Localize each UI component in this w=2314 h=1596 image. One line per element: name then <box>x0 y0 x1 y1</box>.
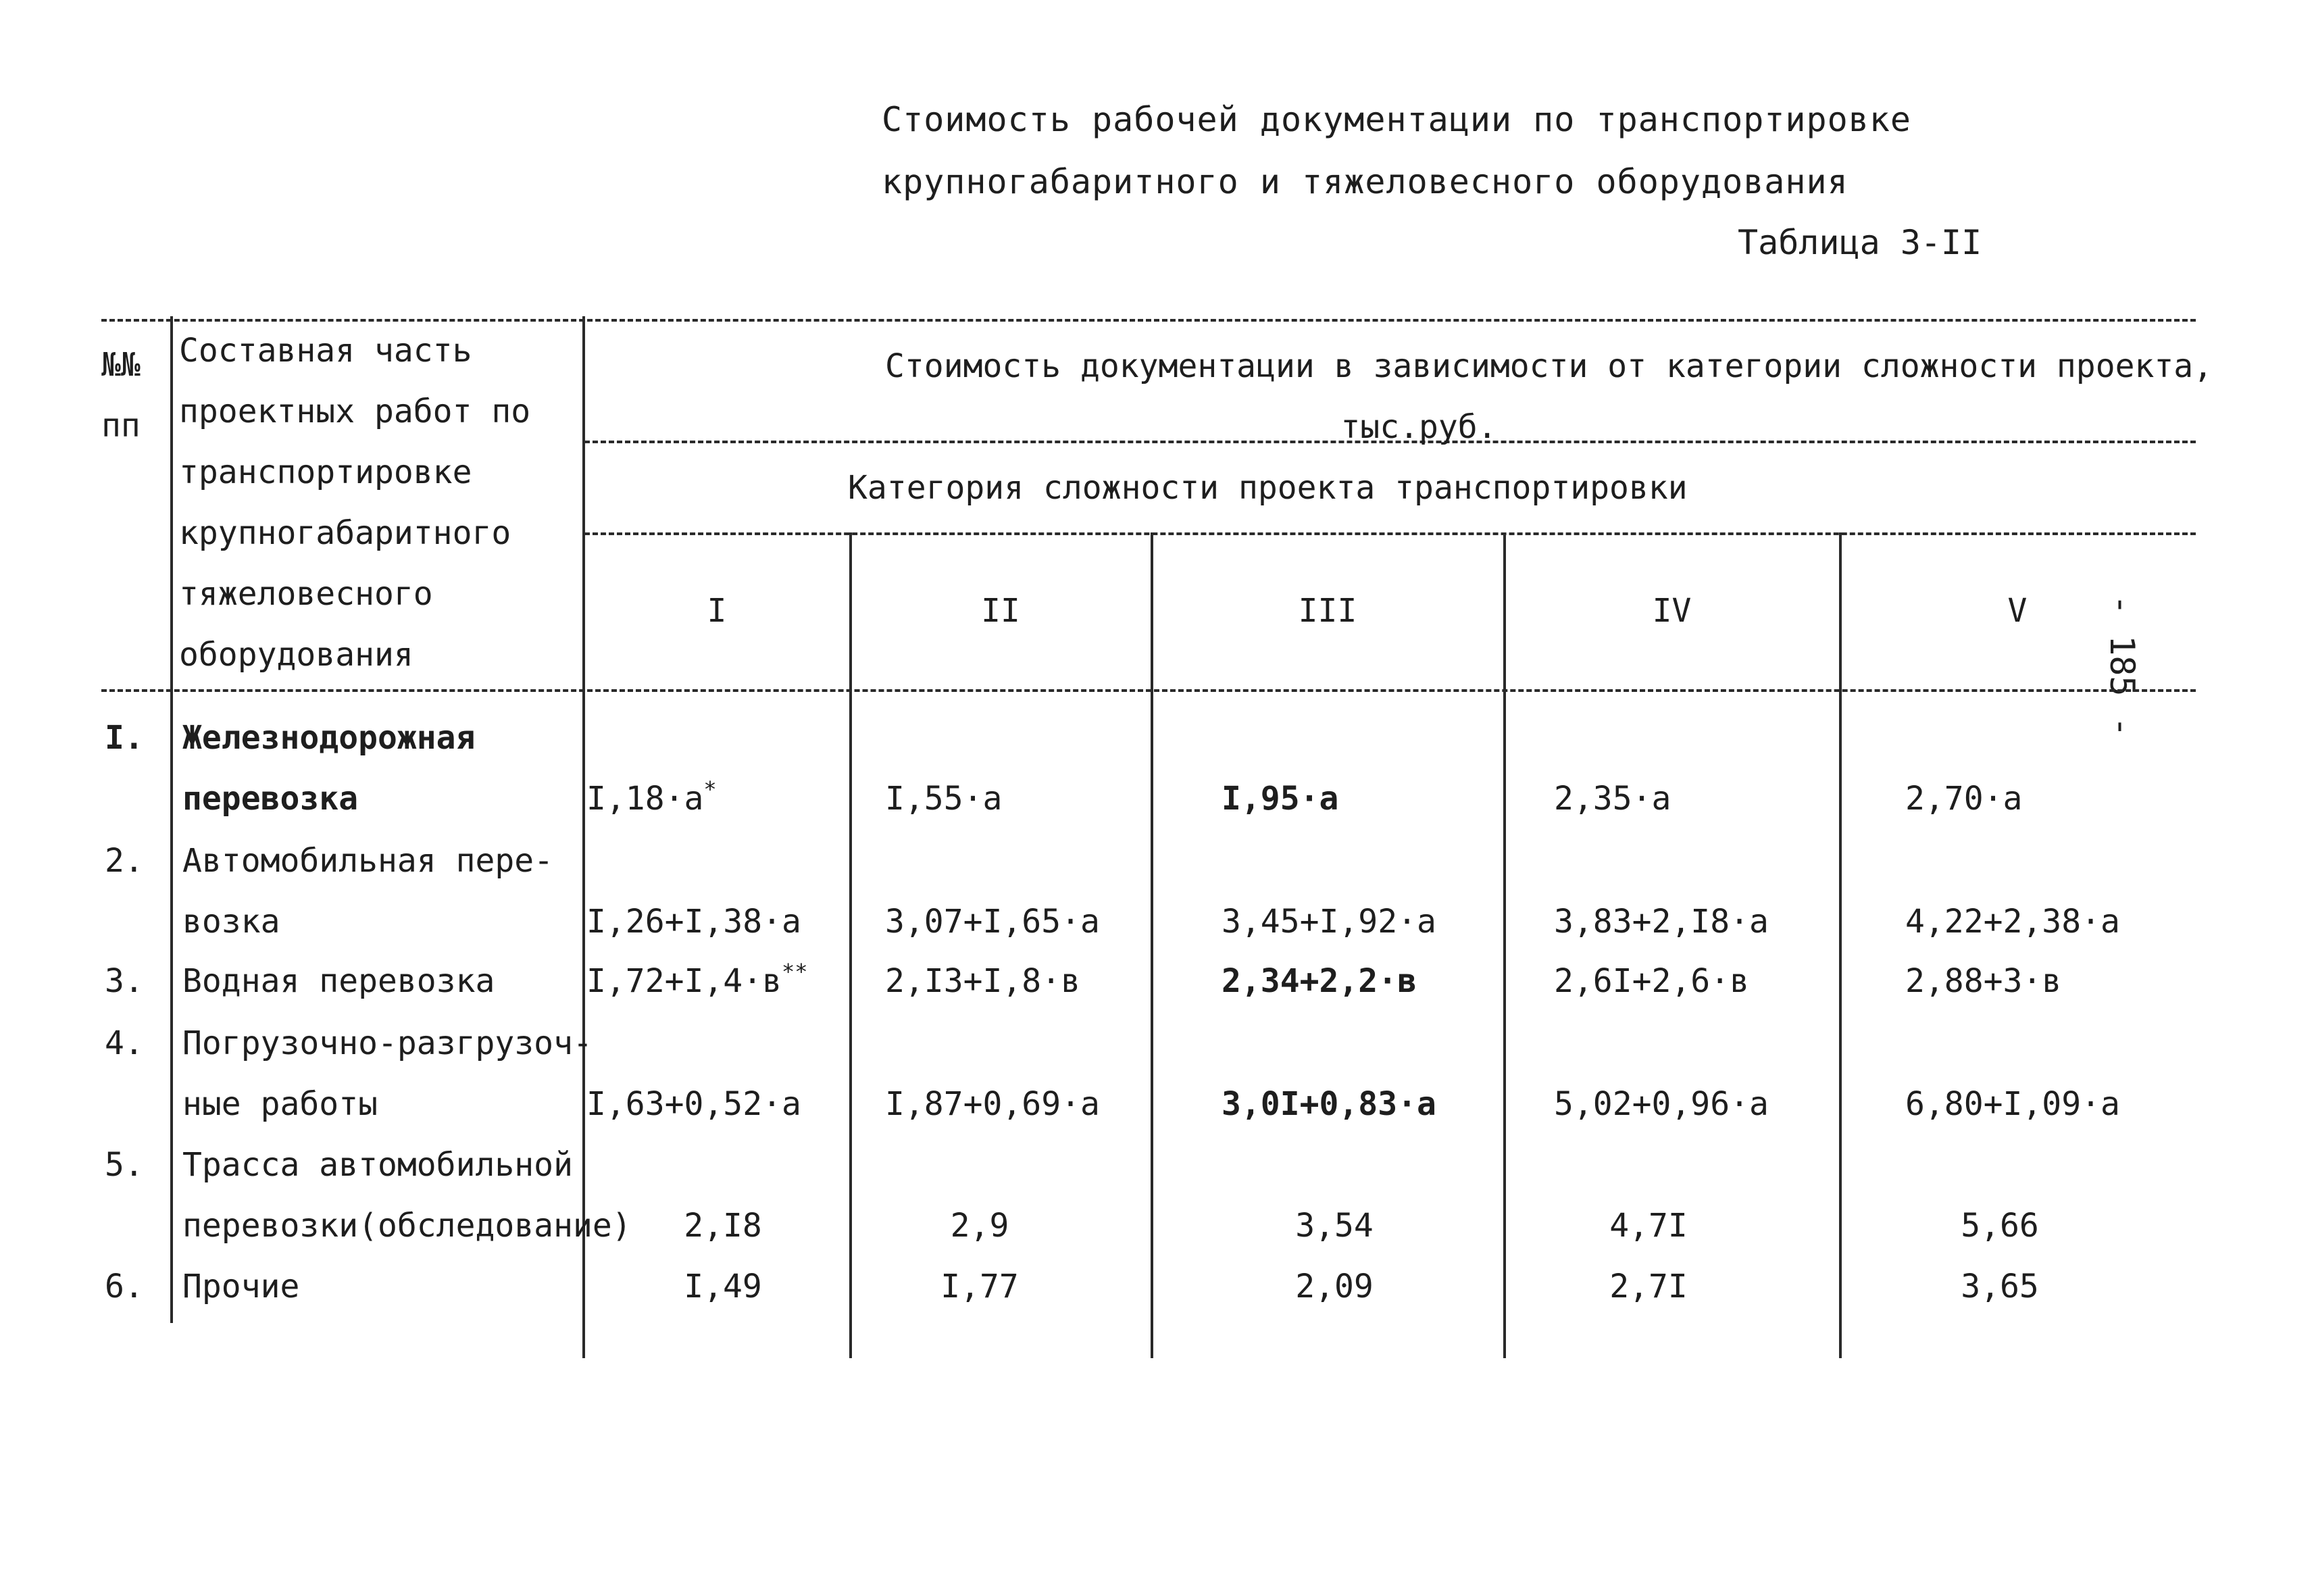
row-2-value-2: 3,07+I,65·a <box>885 903 1100 941</box>
num-col-header: №№ пп <box>101 346 141 445</box>
row-5-value-1: 2,I8 <box>684 1207 762 1245</box>
row-4-value-3: 3,0I+0,83·a <box>1222 1085 1436 1123</box>
row-2-value-3: 3,45+I,92·a <box>1222 903 1436 941</box>
row-1-value-1-footnote-mark: * <box>703 776 717 802</box>
row-1-name-line-1: Железнодорожная <box>182 719 476 757</box>
cost-header-line-1: Стоимость документации в зависимости от категории сложности проекта, <box>885 347 2213 385</box>
cost-header-line-2: тыс.руб. <box>1340 408 1497 446</box>
row-3-value-1-footnote-mark: ** <box>781 959 808 984</box>
part-col-header-line-2: проектных работ по <box>179 393 531 430</box>
table-label: Таблица 3-II <box>1738 223 1982 262</box>
part-col-header-line-5: тяжеловесного <box>179 575 433 613</box>
row-1-value-3: I,95·a <box>1222 780 1339 818</box>
row-5-value-3: 3,54 <box>1295 1207 1374 1245</box>
document-title-line-1: Стоимость рабочей документации по транспортировке <box>882 100 1912 139</box>
row-3-value-1-text: I,72+I,4·в <box>586 962 782 1000</box>
row-1-name-line-2: перевозка <box>182 780 359 818</box>
page-number: - 185 - <box>2103 595 2142 737</box>
header-bottom-rule <box>101 689 2196 692</box>
category-header-rule <box>584 532 2196 535</box>
row-1-value-4: 2,35·a <box>1554 780 1671 818</box>
num-col-divider <box>170 316 173 1323</box>
row-1-value-1 <box>586 776 717 818</box>
row-2-num: 2. <box>105 842 144 880</box>
part-col-header-line-4: крупногабаритного <box>179 514 511 552</box>
row-4-value-1: I,63+0,52·a <box>586 1085 801 1123</box>
row-6-name-line-1: Прочие <box>182 1268 300 1305</box>
category-label-1: I <box>707 592 727 630</box>
row-5-value-4: 4,7I <box>1609 1207 1688 1245</box>
row-1-value-1-text: I,18·a <box>586 780 704 818</box>
category-label-3: III <box>1298 592 1357 630</box>
row-3-value-4: 2,6I+2,6·в <box>1554 962 1749 1000</box>
category-header: Категория сложности проекта транспортировки <box>848 469 1688 507</box>
document-title-line-2: крупногабаритного и тяжеловесного оборудования <box>882 162 1848 201</box>
category-label-2: II <box>981 592 1020 630</box>
row-5-value-5: 5,66 <box>1961 1207 2039 1245</box>
category-label-4: IV <box>1652 592 1692 630</box>
part-col-header-line-6: оборудования <box>179 636 413 674</box>
row-4-name-line-2: ные работы <box>182 1085 378 1123</box>
row-2-value-5: 4,22+2,38·a <box>1905 903 2120 941</box>
cat-divider-1-2 <box>849 532 852 1358</box>
row-4-name-line-1: Погрузочно-разгрузоч- <box>182 1024 593 1062</box>
part-col-divider <box>582 316 585 1358</box>
row-3-value-3: 2,34+2,2·в <box>1222 962 1417 1000</box>
cat-divider-3-4 <box>1503 532 1506 1358</box>
row-3-value-2: 2,I3+I,8·в <box>885 962 1080 1000</box>
row-2-value-1: I,26+I,38·a <box>586 903 801 941</box>
cat-divider-4-5 <box>1839 532 1842 1358</box>
part-col-header-line-3: транспортировке <box>179 453 472 491</box>
row-4-num: 4. <box>105 1024 144 1062</box>
row-5-name-line-1: Трасса автомобильной <box>182 1146 573 1184</box>
row-3-name-line-1: Водная перевозка <box>182 962 495 1000</box>
row-6-value-3: 2,09 <box>1295 1268 1374 1305</box>
cat-divider-2-3 <box>1151 532 1153 1358</box>
row-6-value-1: I,49 <box>684 1268 762 1305</box>
row-1-value-5: 2,70·a <box>1905 780 2023 818</box>
table-top-rule <box>101 319 2196 322</box>
category-label-5: V <box>2007 592 2028 630</box>
row-2-value-4: 3,83+2,I8·a <box>1554 903 1769 941</box>
row-6-value-4: 2,7I <box>1609 1268 1688 1305</box>
row-3-value-1 <box>586 959 808 1000</box>
row-4-value-4: 5,02+0,96·a <box>1554 1085 1769 1123</box>
row-5-value-2: 2,9 <box>950 1207 1009 1245</box>
row-2-name-line-1: Автомобильная пере- <box>182 842 554 880</box>
row-5-name-line-2: перевозки(обследование) <box>182 1207 632 1245</box>
row-3-num: 3. <box>105 962 144 1000</box>
row-4-value-2: I,87+0,69·a <box>885 1085 1100 1123</box>
row-1-value-2: I,55·a <box>885 780 1003 818</box>
row-6-num: 6. <box>105 1268 144 1305</box>
row-2-name-line-2: возка <box>182 903 280 941</box>
row-5-num: 5. <box>105 1146 144 1184</box>
row-4-value-5: 6,80+I,09·a <box>1905 1085 2120 1123</box>
row-1-num: I. <box>105 719 144 757</box>
row-3-value-5: 2,88+3·в <box>1905 962 2062 1000</box>
row-6-value-2: I,77 <box>940 1268 1019 1305</box>
part-col-header-line-1: Составная часть <box>179 332 472 370</box>
row-6-value-5: 3,65 <box>1961 1268 2039 1305</box>
